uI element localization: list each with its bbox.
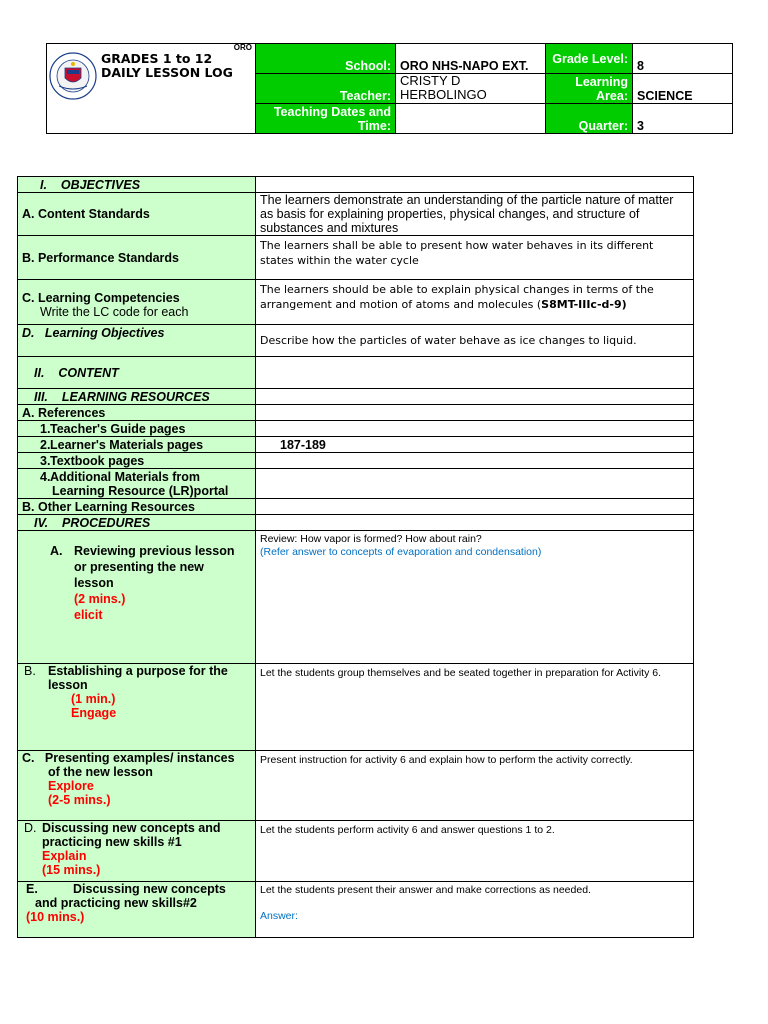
learning-resources-row (18, 389, 694, 405)
references-row (18, 405, 694, 421)
procedure-b-label-cell (18, 664, 256, 751)
procedure-e-row (18, 882, 694, 938)
school-value: ORO NHS-NAPO EXT. (396, 44, 546, 74)
teachers-guide-label: Teacher's Guide pages (50, 421, 186, 436)
procedure-e-time: (10 mins.) (26, 910, 85, 924)
other-resources-value (256, 499, 694, 515)
teacher-value: CRISTY D HERBOLINGO (396, 74, 546, 104)
procedure-e-label-cell (18, 882, 256, 938)
procedure-e-prefix: E. (26, 882, 38, 896)
teachers-guide-value (256, 421, 694, 437)
procedure-a-prefix: A. (50, 544, 63, 558)
procedure-d-text: Let the students perform activity 6 and answer questions 1 to 2. (256, 821, 694, 882)
learners-materials-row (18, 437, 694, 453)
objectives-row (18, 177, 694, 193)
teachers-guide-label-cell (18, 421, 256, 437)
procedure-a-line-3: lesson (74, 576, 114, 590)
list-number-3: 3. (40, 453, 51, 468)
learning-resources-value (256, 389, 694, 405)
title-line-1: GRADES 1 to 12 (101, 51, 213, 66)
objectives-value (256, 177, 694, 193)
procedure-a-line-1: Reviewing previous lesson (74, 544, 235, 558)
content-standards-row (18, 193, 694, 236)
procedure-e-content (256, 882, 694, 938)
content-value (256, 357, 694, 389)
procedure-c-label-cell (18, 751, 256, 821)
procedure-b-text: Let the students group themselves and be seated together in preparation for Activity 6. (256, 664, 694, 751)
learning-objectives-label: Learning Objectives (44, 326, 165, 340)
procedure-a-time: (2 mins.) (74, 592, 126, 606)
references-label: A. References (18, 405, 256, 421)
additional-materials-row (18, 469, 694, 499)
school-label: School: (256, 44, 396, 74)
list-number-4: 4. (40, 469, 51, 484)
performance-standards-text: The learners shall be able to present how water behaves in its different states within the water cycle (256, 236, 694, 280)
learners-materials-value: 187-189 (256, 437, 694, 453)
content-title: CONTENT (58, 365, 119, 380)
procedure-a-phase: elicit (74, 608, 103, 622)
teaching-dates-value (396, 104, 546, 134)
teachers-guide-row (18, 421, 694, 437)
resources-title: LEARNING RESOURCES (61, 389, 210, 404)
additional-materials-label-cell (18, 469, 256, 499)
procedure-a-row (18, 531, 694, 664)
procedure-b-prefix: B. (24, 664, 36, 678)
content-number: II. (34, 365, 45, 380)
other-resources-label: B. Other Learning Resources (18, 499, 256, 515)
grade-level-label: Grade Level: (546, 44, 633, 74)
textbook-label-cell (18, 453, 256, 469)
objectives-number: I. (40, 177, 47, 192)
learners-materials-label: Learner's Materials pages (50, 437, 204, 452)
performance-standards-row (18, 236, 694, 280)
procedure-d-line-1: Discussing new concepts and (42, 821, 221, 835)
procedure-d-line-2: practicing new skills #1 (42, 835, 182, 849)
textbook-row (18, 453, 694, 469)
content-standards-text: The learners demonstrate an understanding of the particle nature of matter as basis for explaining properties, physical changes, and structure of substances and mixtures (256, 193, 694, 236)
list-number-1: 1. (40, 421, 51, 436)
competencies-label: C. Learning Competencies (22, 291, 180, 305)
lesson-log-table (17, 176, 694, 938)
procedure-a-content (256, 531, 694, 664)
deped-seal-icon (49, 52, 97, 100)
title-line-2: DAILY LESSON LOG (101, 65, 233, 80)
resources-number: III. (34, 389, 48, 404)
teacher-label: Teacher: (256, 74, 396, 104)
additional-materials-value (256, 469, 694, 499)
procedure-d-prefix: D. (24, 821, 37, 835)
procedure-e-answer: Answer: (260, 910, 298, 922)
competencies-label-cell (18, 280, 256, 325)
other-resources-row (18, 499, 694, 515)
grade-level-value: 8 (633, 44, 733, 74)
procedure-a-label-cell (18, 531, 256, 664)
additional-materials-label-1: Additional Materials from (50, 469, 201, 484)
competencies-row (18, 280, 694, 325)
objectives-heading (18, 177, 256, 193)
competencies-sub: Write the LC code for each (40, 305, 189, 319)
learning-area-value: SCIENCE (633, 74, 733, 104)
procedures-title: PROCEDURES (62, 515, 151, 530)
procedure-b-row (18, 664, 694, 751)
learners-materials-label-cell (18, 437, 256, 453)
procedure-e-line-2: and practicing new skills#2 (35, 896, 197, 910)
objectives-title: OBJECTIVES (60, 177, 141, 192)
corner-text: ORO (233, 43, 252, 52)
performance-standards-label: B. Performance Standards (18, 236, 256, 280)
procedures-number: IV. (34, 515, 49, 530)
procedures-heading (18, 515, 256, 531)
procedure-a-line-2: or presenting the new (74, 560, 204, 574)
learning-objectives-row (18, 325, 694, 357)
procedure-e-text: Let the students present their answer and make corrections as needed. (260, 884, 591, 896)
procedure-b-time: (1 min.) (71, 692, 116, 706)
textbook-value (256, 453, 694, 469)
teaching-dates-label: Teaching Dates and Time: (256, 104, 396, 134)
procedure-b-line-1: Establishing a purpose for the (48, 664, 228, 678)
content-standards-label: A. Content Standards (18, 193, 256, 236)
quarter-value: 3 (633, 104, 733, 134)
additional-materials-label-2: Learning Resource (LR)portal (52, 483, 229, 498)
textbook-label: Textbook pages (50, 453, 145, 468)
content-heading (18, 357, 256, 389)
procedure-c-time: (2-5 mins.) (48, 793, 111, 807)
procedures-value (256, 515, 694, 531)
header-title-cell (47, 44, 256, 134)
quarter-label: Quarter: (546, 104, 633, 134)
list-number-2: 2. (40, 437, 51, 452)
competencies-text: The learners should be able to explain physical changes in terms of the arrangement and motion of atoms and molecules ( (260, 283, 654, 311)
learning-objectives-prefix: D. (22, 326, 35, 340)
learning-objectives-label-cell (18, 325, 256, 357)
procedure-a-note: (Refer answer to concepts of evaporation and condensation) (260, 546, 542, 558)
procedure-b-line-2: lesson (48, 678, 88, 692)
procedure-d-label-cell (18, 821, 256, 882)
learning-resources-heading (18, 389, 256, 405)
references-value (256, 405, 694, 421)
procedure-c-row (18, 751, 694, 821)
learning-area-label: Learning Area: (546, 74, 633, 104)
procedure-d-time: (15 mins.) (42, 863, 101, 877)
procedure-b-phase: Engage (71, 706, 117, 720)
learning-objectives-text: Describe how the particles of water behave as ice changes to liquid. (256, 325, 694, 357)
header-table (46, 43, 733, 134)
procedure-a-text: Review: How vapor is formed? How about rain? (260, 533, 482, 545)
competencies-code: S8MT-IIIc-d-9) (541, 298, 627, 311)
procedure-c-line-2: of the new lesson (48, 765, 153, 779)
content-row (18, 357, 694, 389)
procedures-row (18, 515, 694, 531)
procedure-e-line-1: Discussing new concepts (73, 882, 226, 896)
procedure-c-text: Present instruction for activity 6 and explain how to perform the activity correctly. (256, 751, 694, 821)
procedure-d-row (18, 821, 694, 882)
procedure-c-phase: Explore (48, 779, 94, 793)
procedure-d-phase: Explain (42, 849, 87, 863)
procedure-c-line-1: C. Presenting examples/ instances (22, 751, 235, 765)
competencies-text-cell (256, 280, 694, 325)
